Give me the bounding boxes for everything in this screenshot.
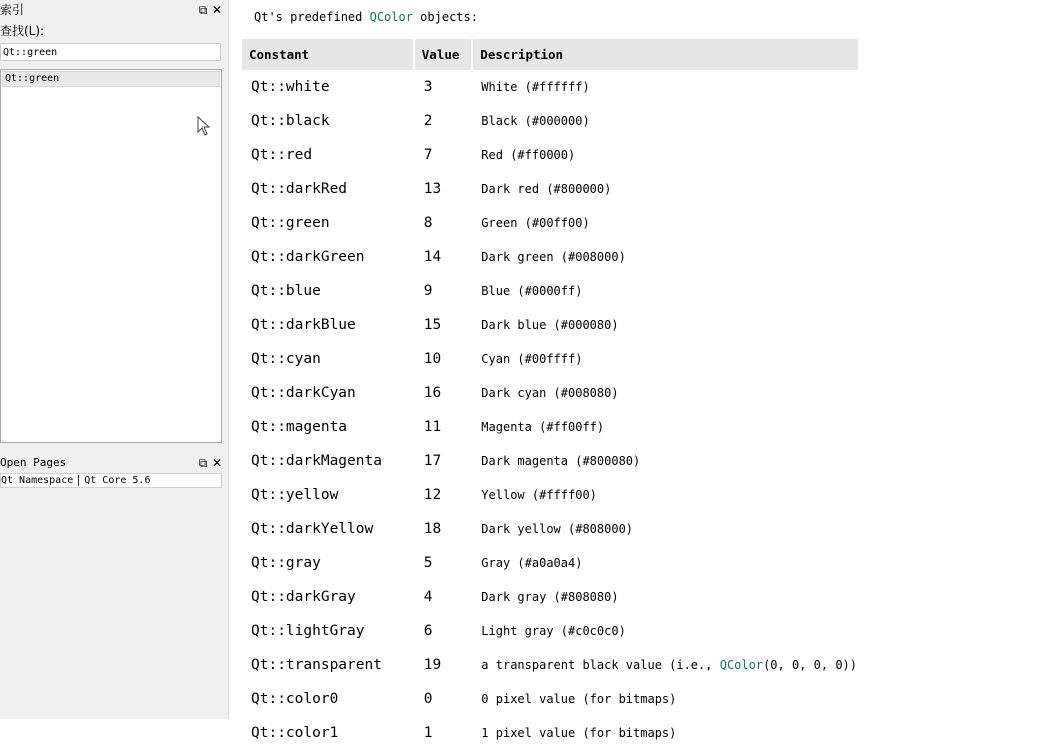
constant-cell: Qt::darkCyan — [251, 385, 356, 401]
table-row — [242, 682, 858, 716]
constant-cell: Qt::gray — [251, 555, 321, 571]
search-input[interactable] — [0, 43, 221, 61]
constant-cell: Qt::darkYellow — [251, 521, 374, 537]
table-row — [242, 206, 858, 240]
table-row — [242, 342, 858, 376]
intro-prefix: Qt's predefined — [254, 10, 370, 24]
description-text: a transparent black value (i.e., — [481, 658, 720, 672]
constant-cell: Qt::green — [251, 215, 330, 231]
open-pages-title: Open Pages — [0, 456, 67, 469]
value-cell: 7 — [423, 147, 433, 163]
table-row — [242, 308, 858, 342]
constant-cell: Qt::white — [251, 79, 330, 95]
table-row — [242, 512, 858, 546]
index-dock-title: 索引 — [0, 3, 25, 17]
open-page-module: Qt Core 5.6 — [84, 475, 151, 486]
table-row — [242, 614, 858, 648]
value-cell: 2 — [423, 113, 433, 129]
find-label: 查找(L): — [0, 24, 45, 38]
table-row — [242, 274, 858, 308]
value-cell: 0 — [423, 691, 433, 707]
value-cell: 14 — [423, 249, 442, 265]
description-cell: Dark yellow (#808000) — [481, 522, 634, 536]
description-cell: 0 pixel value (for bitmaps) — [481, 692, 677, 706]
value-cell: 4 — [423, 589, 433, 605]
intro-text — [254, 10, 478, 24]
open-page-title: Qt Namespace — [1, 475, 74, 486]
table-header-row — [242, 39, 858, 70]
table-row — [242, 240, 858, 274]
value-cell: 18 — [423, 521, 442, 537]
description-cell: Green (#00ff00) — [481, 216, 590, 230]
description-suffix: (0, 0, 0, 0)) — [763, 658, 857, 672]
table-row — [242, 580, 858, 614]
value-cell: 8 — [423, 215, 433, 231]
header-constant: Constant — [242, 39, 414, 70]
value-cell: 12 — [423, 487, 442, 503]
table-row — [242, 444, 858, 478]
table-row — [242, 70, 858, 104]
constant-cell: Qt::darkRed — [251, 181, 348, 197]
close-icon[interactable]: ✕ — [211, 456, 223, 470]
table-row — [242, 172, 858, 206]
open-page-item[interactable] — [0, 473, 222, 488]
description-cell: Red (#ff0000) — [481, 148, 576, 162]
constant-cell: Qt::yellow — [251, 487, 339, 503]
table-row — [242, 138, 858, 172]
separator — [78, 475, 79, 486]
constant-cell: Qt::color1 — [251, 725, 339, 741]
value-cell: 11 — [423, 419, 442, 435]
value-cell: 6 — [423, 623, 433, 639]
open-pages-dock-titlebar — [0, 454, 228, 472]
description-cell: Yellow (#ffff00) — [481, 488, 597, 502]
table-row — [242, 546, 858, 580]
help-content — [232, 0, 1042, 741]
constant-cell: Qt::red — [251, 147, 313, 163]
mouse-cursor-icon — [197, 116, 211, 138]
header-value: Value — [414, 39, 473, 70]
description-cell: Dark cyan (#008080) — [481, 386, 619, 400]
intro-suffix: objects: — [412, 10, 478, 24]
constant-cell: Qt::color0 — [251, 691, 339, 707]
value-cell: 9 — [423, 283, 433, 299]
qcolor-link[interactable]: QColor — [369, 10, 413, 24]
description-cell: Gray (#a0a0a4) — [481, 556, 583, 570]
value-cell: 3 — [423, 79, 433, 95]
list-item[interactable]: Qt::green — [2, 71, 220, 87]
description-cell: Cyan (#00ffff) — [481, 352, 583, 366]
description-cell: Dark red (#800000) — [481, 182, 612, 196]
value-cell: 17 — [423, 453, 442, 469]
float-icon[interactable]: ⧉ — [198, 456, 208, 470]
constant-cell: Qt::blue — [251, 283, 321, 299]
index-dock-titlebar — [0, 1, 228, 19]
description-cell: Dark magenta (#800080) — [481, 454, 641, 468]
qcolor-link[interactable]: QColor — [719, 658, 764, 672]
description-cell: Dark gray (#808080) — [481, 590, 619, 604]
description-cell: White (#ffffff) — [481, 80, 590, 94]
float-icon[interactable]: ⧉ — [198, 3, 208, 17]
description-cell: Black (#000000) — [481, 114, 590, 128]
value-cell: 15 — [423, 317, 442, 333]
color-table — [242, 39, 858, 750]
description-cell: Light gray (#c0c0c0) — [481, 624, 626, 638]
value-cell: 10 — [423, 351, 442, 367]
constant-cell: Qt::darkGray — [251, 589, 356, 605]
constant-cell: Qt::lightGray — [251, 623, 365, 639]
close-icon[interactable]: ✕ — [211, 3, 223, 17]
constant-cell: Qt::cyan — [251, 351, 321, 367]
constant-cell: Qt::transparent — [251, 657, 382, 673]
description-cell: 1 pixel value (for bitmaps) — [481, 726, 677, 740]
left-panel — [0, 0, 229, 719]
description-cell — [472, 648, 858, 682]
table-row — [242, 104, 858, 138]
value-cell: 19 — [423, 657, 442, 673]
description-cell: Dark blue (#000080) — [481, 318, 619, 332]
constant-cell: Qt::darkGreen — [251, 249, 365, 265]
table-row — [242, 648, 858, 682]
description-cell: Magenta (#ff00ff) — [481, 420, 605, 434]
header-description: Description — [472, 39, 858, 70]
index-results-list[interactable] — [0, 69, 222, 443]
table-row — [242, 410, 858, 444]
table-row — [242, 376, 858, 410]
table-row — [242, 478, 858, 512]
value-cell: 13 — [423, 181, 442, 197]
description-cell: Blue (#0000ff) — [481, 284, 583, 298]
constant-cell: Qt::magenta — [251, 419, 348, 435]
constant-cell: Qt::darkMagenta — [251, 453, 382, 469]
constant-cell: Qt::darkBlue — [251, 317, 356, 333]
value-cell: 5 — [423, 555, 433, 571]
table-row — [242, 716, 858, 750]
value-cell: 16 — [423, 385, 442, 401]
description-cell: Dark green (#008000) — [481, 250, 626, 264]
constant-cell: Qt::black — [251, 113, 330, 129]
value-cell: 1 — [423, 725, 433, 741]
